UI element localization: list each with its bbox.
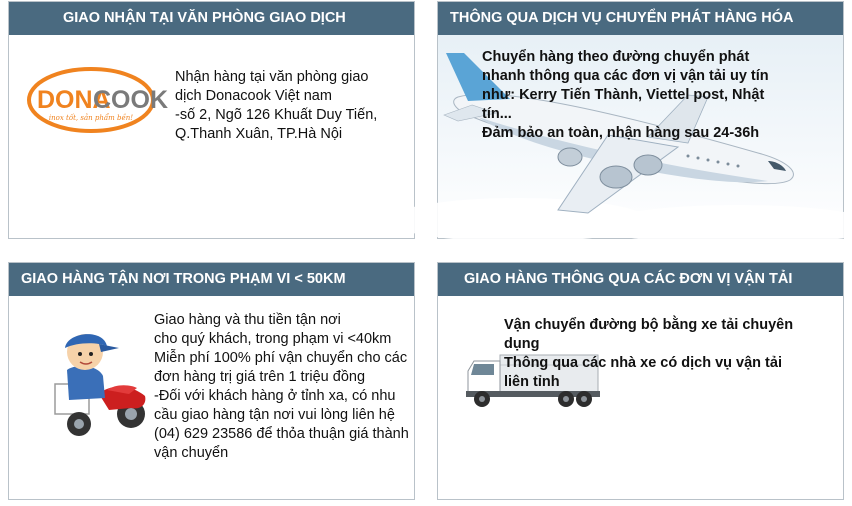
text-line: đơn hàng trị giá trên 1 triệu đồng xyxy=(154,369,366,385)
text-line: nhanh thông qua các đơn vị vận tải uy tín xyxy=(482,68,769,84)
text-line: cầu giao hàng tận nơi vui lòng liên hệ xyxy=(154,407,395,423)
logo-slogan: inox tốt, sản phẩm bền! xyxy=(48,114,134,122)
text-line: cho quý khách, trong phạm vi <40km xyxy=(154,331,392,347)
text-line: tín... xyxy=(482,106,512,122)
text-line: (04) 629 23586 để thỏa thuận giá thành xyxy=(154,426,409,442)
panel-title: GIAO NHẬN TẠI VĂN PHÒNG GIAO DỊCH xyxy=(9,2,414,35)
text-line: Nhận hàng tại văn phòng giao xyxy=(175,69,369,85)
panel-body xyxy=(9,35,414,238)
text-line: Chuyển hàng theo đường chuyển phát xyxy=(482,49,750,65)
panel-body xyxy=(9,296,414,499)
donacook-logo xyxy=(26,66,168,134)
text-line: -Đối với khách hàng ở tỉnh xa, có nhu xyxy=(154,388,396,404)
text-line: dụng xyxy=(504,336,540,352)
panel-body xyxy=(438,296,843,499)
office-pickup-text xyxy=(175,68,377,144)
text-line: dịch Donacook Việt nam xyxy=(175,88,332,104)
text-line: Thông qua các nhà xe có dịch vụ vận tải xyxy=(504,355,782,371)
panel-courier-service xyxy=(437,1,844,239)
logo-text-dona: DONA xyxy=(37,86,111,114)
text-line: Giao hàng và thu tiền tận nơi xyxy=(154,312,341,328)
panel-title: THÔNG QUA DỊCH VỤ CHUYỂN PHÁT HÀNG HÓA xyxy=(438,2,843,35)
local-delivery-text xyxy=(154,311,409,463)
text-line: -số 2, Ngõ 126 Khuất Duy Tiến, xyxy=(175,107,378,123)
text-line: Vận chuyển đường bộ bằng xe tải chuyên xyxy=(504,317,794,333)
panel-office-pickup xyxy=(8,1,415,239)
logo-text-cook: COOK xyxy=(93,86,168,114)
panel-title: GIAO HÀNG THÔNG QUA CÁC ĐƠN VỊ VẬN TẢI xyxy=(438,263,843,296)
courier-service-text xyxy=(482,48,769,143)
text-line: Q.Thanh Xuân, TP.Hà Nội xyxy=(175,126,343,142)
panel-transport-partners xyxy=(437,262,844,500)
panel-local-delivery xyxy=(8,262,415,500)
panel-body xyxy=(438,35,843,238)
delivery-scooter-image xyxy=(49,326,149,441)
text-line: như: Kerry Tiến Thành, Viettel post, Nhật xyxy=(482,87,765,103)
text-line: liên tỉnh xyxy=(504,374,560,390)
text-line: Đảm bảo an toàn, nhận hàng sau 24-36h xyxy=(482,125,760,141)
transport-partners-text xyxy=(504,316,793,392)
text-line: Miễn phí 100% phí vận chuyển cho các xyxy=(154,350,408,366)
text-line: vận chuyển xyxy=(154,445,229,461)
panel-title: GIAO HÀNG TẬN NƠI TRONG PHẠM VI < 50KM xyxy=(9,263,414,296)
